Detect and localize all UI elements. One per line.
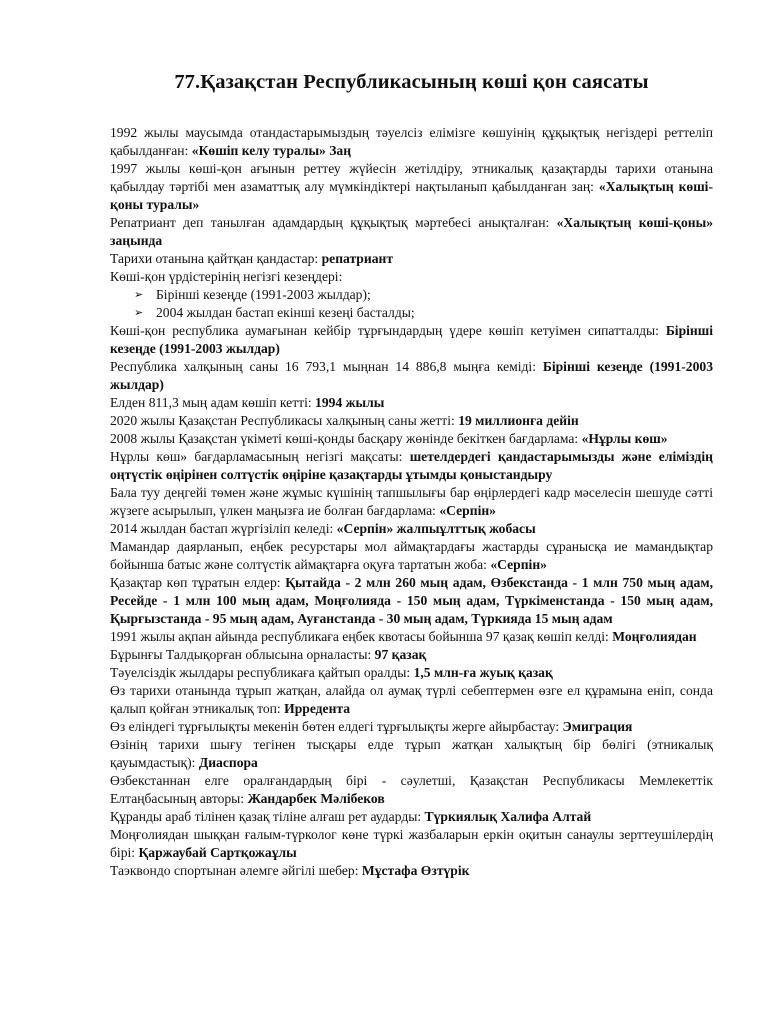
answer-text: 97 қазақ: [374, 647, 427, 662]
paragraph: [110, 394, 713, 412]
answer-text: «Серпін» жалпыұлттық жобасы: [336, 521, 536, 536]
paragraph: [110, 412, 713, 430]
question-text: Тәуелсіздік жылдары республикаға қайтып оралды:: [110, 665, 414, 680]
question-text: Нұрлы көш» бағдарламасының негізгі мақсаты:: [110, 449, 410, 464]
answer-text: Эмиграция: [562, 719, 633, 734]
answer-text: Қаржаубай Сартқожаұлы: [138, 845, 297, 860]
answer-text: 1,5 млн-ға жуық қазақ: [413, 665, 553, 680]
answer-text: «Көшіп келу туралы» Заң: [191, 143, 352, 158]
answer-text: Қытайда - 2 млн 260 мың адам, Өзбекстанда - 1 млн 750 мың адам, Ресейде - 1 млн 100 мың адам, Моңғолияда - 150 мың адам, Түркіменстанда - 150 мың адам, Қырғызстанда - 95 мың адам, Ауғанстанда - 30 мың адам, Түркияда 15 мың адам: [110, 575, 713, 626]
question-text: Өз еліндегі тұрғылықты мекенін бөтен елдегі тұрғылықты жерге айырбастау:: [110, 719, 563, 734]
question-text: Көші-қон үрдістерінің негізгі кезеңдері:: [110, 269, 343, 284]
list-item-text: Бірінші кезеңде (1991-2003 жылдар);: [156, 287, 371, 302]
paragraph: [110, 484, 713, 520]
question-text: 2020 жылы Қазақстан Республикасы халқының саны жетті:: [110, 413, 459, 428]
question-text: 1991 жылы ақпан айында республикаға еңбек квотасы бойынша 97 қазақ көшіп келді:: [110, 629, 613, 644]
question-text: Қазақтар көп тұратын елдер:: [110, 575, 286, 590]
question-text: Мамандар даярланып, еңбек ресурстары мол аймақтардағы жастарды сұранысқа ие мамандықтар бойынша батыс және солтүстік аймақтарға оқуға тартатын жоба:: [110, 539, 713, 572]
paragraph: [110, 124, 713, 160]
answer-text: «Серпін»: [439, 503, 496, 518]
answer-text: Мұстафа Өзтүрік: [361, 863, 470, 878]
answer-text: «Халықтың көші-қоны туралы»: [110, 179, 713, 212]
paragraph: [110, 862, 713, 880]
question-text: Моңғолиядан шыққан ғалым-түрколог көне түркі жазбаларын еркін оқитын санаулы зерттеушілердің бірі:: [110, 827, 713, 860]
answer-text: «Серпін»: [490, 557, 547, 572]
paragraph: [110, 574, 713, 628]
paragraph: [110, 808, 713, 826]
answer-text: Диаспора: [198, 755, 258, 770]
paragraph: [110, 214, 713, 250]
paragraph: [110, 322, 713, 358]
paragraph: [110, 538, 713, 574]
paragraph: [110, 664, 713, 682]
answer-text: 1994 жылы: [315, 395, 385, 410]
answer-text: репатриант: [321, 251, 394, 266]
answer-text: Түркиялық Халифа Алтай: [424, 809, 592, 824]
page-title: 77.Қазақстан Республикасының көші қон саясаты: [174, 71, 649, 93]
answer-text: «Нұрлы көш»: [581, 431, 668, 446]
question-text: Құранды араб тілінен қазақ тіліне алғаш рет аударды:: [110, 809, 425, 824]
paragraph: [110, 736, 713, 772]
paragraph: [110, 628, 713, 646]
answer-text: Моңғолиядан: [612, 629, 697, 644]
answer-text: «Халықтың көші-қоны» заңында: [110, 215, 714, 248]
arrow-bullet-icon: ➢: [134, 288, 144, 301]
question-text: Репатриант деп танылған адамдардың құқықтық мәртебесі анықталған:: [110, 215, 557, 230]
question-text: 1997 жылы көші-қон ағынын реттеу жүйесін жетілдіру, этникалық қазақтарды тарихи отанына қабылдау тәртібі мен азаматтық алу мүмкіндіктері нақтыланып қабылданған заң:: [110, 161, 713, 194]
question-text: Өз тарихи отанында тұрып жатқан, алайда ол аумақ түрлі себептермен өзге ел құрамына еніп, сонда қалып қойған этникалық топ:: [110, 683, 713, 716]
question-text: Республика халқының саны 16 793,1 мыңнан 14 886,8 мыңға кеміді:: [110, 359, 543, 374]
question-text: Өзбекстаннан елге оралғандардың бірі - сәулетші, Қазақстан Республикасы Мемлекеттік Елтаңбасының авторы:: [110, 773, 713, 806]
document-page: [110, 0, 713, 880]
question-text: 1992 жылы маусымда отандастарымыздың тәуелсіз елімізге көшуінің құқықтық негіздері реттеліп қабылданған:: [110, 125, 713, 158]
document-body: [110, 124, 713, 880]
paragraph: [110, 250, 713, 268]
question-text: 2008 жылы Қазақстан үкіметі көші-қонды басқару жөнінде бекіткен бағдарлама:: [110, 431, 582, 446]
paragraph: [110, 448, 713, 484]
arrow-bullet-icon: ➢: [134, 306, 144, 319]
paragraph: [110, 160, 713, 214]
question-text: 2014 жылдан бастап жүргізіліп келеді:: [110, 521, 337, 536]
question-text: Елден 811,3 мың адам көшіп кетті:: [110, 395, 316, 410]
question-text: Бұрынғы Талдықорған облысына орналасты:: [110, 647, 375, 662]
list-item: [110, 304, 713, 322]
question-text: Тарихи отанына қайтқан қандастар:: [110, 251, 322, 266]
answer-text: Бірінші кезеңде (1991-2003 жылдар): [110, 359, 713, 392]
paragraph: [110, 646, 713, 664]
paragraph: [110, 268, 713, 286]
list-item: [110, 286, 713, 304]
answer-text: Бірінші кезеңде (1991-2003 жылдар): [110, 323, 713, 356]
paragraph: [110, 718, 713, 736]
answer-text: шетелдердегі қандастарымызды және еліміздің оңтүстік өңірінен солтүстік өңіріне қазақтарды ұтымды қоныстандыру: [110, 449, 713, 482]
paragraph: [110, 682, 713, 718]
question-text: Таэквондо спортынан әлемге әйгілі шебер:: [110, 863, 362, 878]
list-item-text: 2004 жылдан бастап екінші кезеңі басталды;: [156, 305, 415, 320]
paragraph: [110, 772, 713, 808]
paragraph: [110, 826, 713, 862]
question-text: Өзінің тарихи шығу тегінен тысқары елде тұрып жатқан халықтың бір бөлігі (этникалық қауымдастық):: [110, 737, 713, 770]
question-text: Бала туу деңгейі төмен және жұмыс күшінің тапшылығы бар өңірлердегі кадр мәселесін шешуде сәтті жүзеге асырылып, үлкен маңызға ие болған бағдарлама:: [110, 485, 713, 518]
question-text: Көші-қон республика аумағынан кейбір тұрғындардың үдере көшіп кетуімен сипатталды:: [110, 323, 666, 338]
answer-text: Ирредента: [284, 701, 351, 716]
bullet-list: [110, 286, 713, 322]
paragraph: [110, 358, 713, 394]
paragraph: [110, 430, 713, 448]
answer-text: Жандарбек Мәлібеков: [247, 791, 385, 806]
answer-text: 19 миллионға дейін: [458, 413, 579, 428]
paragraph: [110, 520, 713, 538]
